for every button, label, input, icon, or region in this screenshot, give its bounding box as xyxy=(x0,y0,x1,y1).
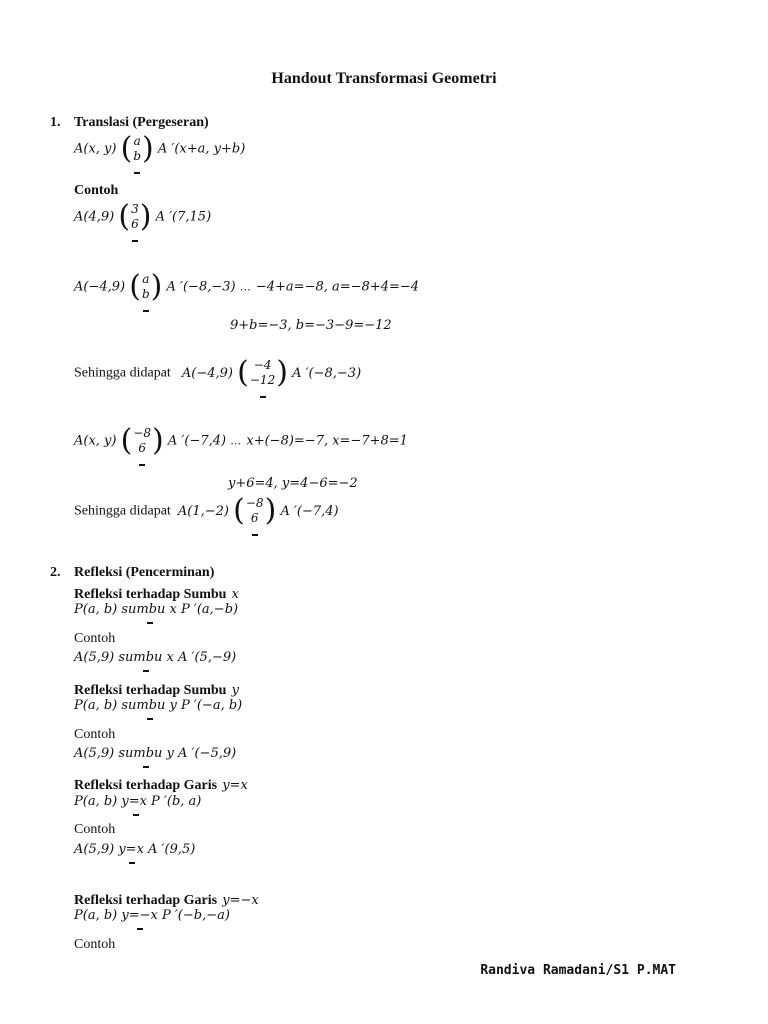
reflect-yx-example xyxy=(74,842,195,857)
section2-heading: Refleksi (Pencerminan) xyxy=(74,565,215,580)
formula-text: P(a, b) y=−x P ′(−b,−a) xyxy=(74,908,230,923)
footer-author: Randiva Ramadani/S1 P.MAT xyxy=(480,963,676,978)
equation1: −4+a=−8, a=−8+4=−4 xyxy=(255,279,420,295)
example2-result xyxy=(74,355,362,390)
vector-top: −4 xyxy=(253,358,272,372)
contoh-label: Contoh xyxy=(74,937,116,952)
result-label: Sehingga didapat xyxy=(74,365,171,381)
result-label: Sehingga didapat xyxy=(74,503,171,519)
formula-text: P(a, b) y=x P ′(b, a) xyxy=(74,794,202,809)
vector-top: a xyxy=(133,134,141,148)
heading-var: y=−x xyxy=(222,893,259,908)
example-pre: A(x, y) xyxy=(74,433,117,449)
heading-text: Refleksi terhadap Garis xyxy=(74,893,218,908)
vector-bottom: b xyxy=(141,287,150,301)
heading-var: y xyxy=(231,683,239,698)
heading-text: Refleksi terhadap Sumbu xyxy=(74,587,227,602)
reflect-ymx-heading xyxy=(74,889,259,909)
translation-formula xyxy=(74,131,246,166)
example-pre: A(4,9) xyxy=(74,209,115,225)
vector-top: −8 xyxy=(133,426,152,440)
ellipsis: … xyxy=(230,434,243,448)
result-pre: A(−4,9) xyxy=(181,365,234,381)
reflect-y-formula xyxy=(74,698,242,713)
vector-bottom: b xyxy=(133,149,142,163)
formula-pre: A(x, y) xyxy=(74,141,117,157)
contoh-label: Contoh xyxy=(74,727,116,742)
example-text: A(5,9) sumbu y A ′(−5,9) xyxy=(74,746,237,761)
vector-bottom: 6 xyxy=(250,511,259,525)
formula-post: A ′(x+a, y+b) xyxy=(157,141,246,157)
vector-top: a xyxy=(142,272,150,286)
translation-vector: ( a b ) xyxy=(121,134,154,164)
vector-top: −8 xyxy=(245,496,264,510)
reflect-x-formula xyxy=(74,602,238,617)
example1 xyxy=(74,199,212,234)
contoh-label: Contoh xyxy=(74,822,116,837)
heading-text: Refleksi terhadap Garis xyxy=(74,778,218,793)
section2-number: 2. xyxy=(50,565,61,580)
example-vector: ( 3 6 ) xyxy=(118,202,151,232)
heading-var: x xyxy=(231,587,239,602)
reflect-y-example xyxy=(74,746,236,761)
example-post: A ′(−7,4) xyxy=(167,433,227,449)
example3-equation2: y+6=4, y=4−6=−2 xyxy=(228,476,358,491)
result-vector: ( −8 6 ) xyxy=(233,496,276,526)
equation1: x+(−8)=−7, x=−7+8=1 xyxy=(246,433,408,449)
reflect-x-example xyxy=(74,650,236,665)
formula-text: P(a, b) sumbu y P ′(−a, b) xyxy=(74,698,243,713)
result-vector: ( −4 −12 ) xyxy=(237,358,288,388)
result-pre: A(1,−2) xyxy=(177,503,230,519)
ellipsis: … xyxy=(239,280,252,294)
example-post: A ′(7,15) xyxy=(155,209,212,225)
result-post: A ′(−8,−3) xyxy=(292,365,362,381)
example-vector: ( −8 6 ) xyxy=(121,426,164,456)
contoh-label: Contoh xyxy=(74,183,119,198)
section1-heading: Translasi (Pergeseran) xyxy=(74,115,209,130)
example-post: A ′(−8,−3) xyxy=(166,279,236,295)
vector-bottom: −12 xyxy=(249,373,276,387)
page-title: Handout Transformasi Geometri xyxy=(271,70,497,87)
reflect-x-heading xyxy=(74,583,239,603)
example2-equation2: 9+b=−3, b=−3−9=−12 xyxy=(230,318,392,333)
reflect-yx-formula xyxy=(74,794,201,809)
vector-bottom: 6 xyxy=(138,441,147,455)
example-pre: A(−4,9) xyxy=(74,279,126,295)
example3-result xyxy=(74,493,339,528)
reflect-y-heading xyxy=(74,679,239,699)
example3 xyxy=(74,423,408,458)
section1-number: 1. xyxy=(50,115,61,130)
vector-top: 3 xyxy=(131,202,139,216)
example2 xyxy=(74,269,420,304)
formula-text: P(a, b) sumbu x P ′(a,−b) xyxy=(74,602,239,617)
vector-bottom: 6 xyxy=(131,217,139,231)
example-vector: ( a b ) xyxy=(129,272,162,302)
heading-text: Refleksi terhadap Sumbu xyxy=(74,683,227,698)
heading-var: y=x xyxy=(222,778,248,793)
result-post: A ′(−7,4) xyxy=(280,503,339,519)
reflect-ymx-formula xyxy=(74,908,230,923)
contoh-label: Contoh xyxy=(74,631,116,646)
reflect-yx-heading xyxy=(74,774,248,794)
example-text: A(5,9) y=x A ′(9,5) xyxy=(74,842,196,857)
example-text: A(5,9) sumbu x A ′(5,−9) xyxy=(74,650,237,665)
